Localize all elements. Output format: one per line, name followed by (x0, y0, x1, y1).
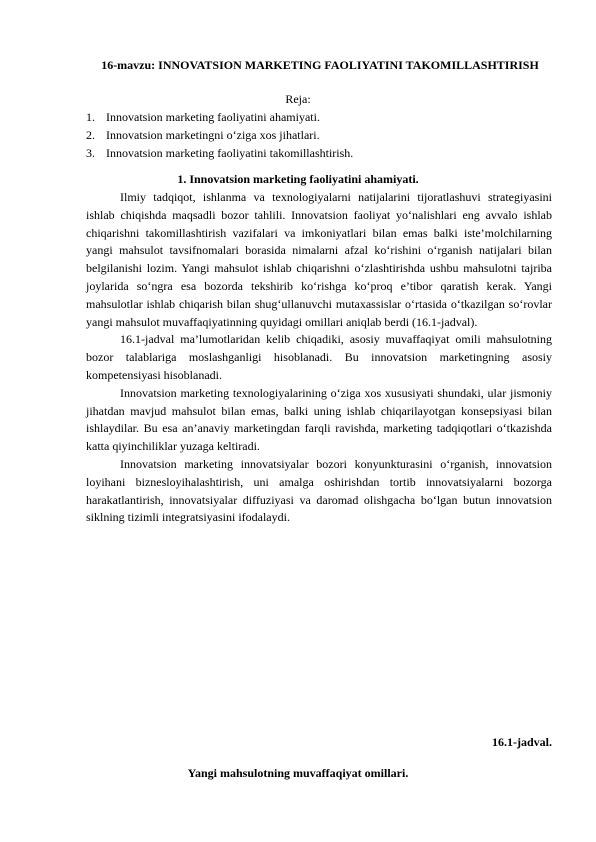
plan-item (86, 108, 353, 126)
plan-item-number: 2. (86, 128, 95, 142)
section-heading: 1. Innovatsion marketing faoliyatini ahamiyati. (177, 172, 419, 186)
table-label: 16.1-jadval. (492, 735, 552, 749)
page-title: 16-mavzu: INNOVATSION MARKETING FAOLIYATINI TAKOMILLASHTIRISH (101, 58, 539, 72)
plan-item (86, 126, 353, 144)
plan-item-text: Innovatsion marketing faoliyatini ahamiyati. (106, 110, 320, 124)
paragraph: Innovatsion marketing texnologiyalarining o‘ziga xos xususiyati shundaki, ular jismoniy jihatdan mavjud mahsulot bilan emas, balki uning ishlab chiqarilayotgan konsepsiyasi bilan ishlaydilar. Bu esa an’anaviy marketingdan farqli ravishda, marketing tadqiqotlari o‘tkazishda katta qiyinchiliklar yuzaga keltiradi. (86, 385, 552, 454)
plan-list (86, 108, 353, 162)
plan-item-text: Innovatsion marketing faoliyatini takomillashtirish. (106, 146, 354, 160)
body-text (86, 189, 552, 527)
plan-item-text: Innovatsion marketingni o‘ziga xos jihatlari. (106, 128, 320, 142)
plan-item-number: 3. (86, 146, 95, 160)
paragraph: Innovatsion marketing innovatsiyalar bozori konyunkturasini o‘rganish, innovatsion loyihani biznesloyihalashtirish, uni amalga oshirishdan tortib innovatsiyalarni bozorga harakatlantirish, innovatsiyalar diffuziyasi va daromad olishgacha bo‘lgan butun innovatsion siklning tizimli integratsiyasini ifodalaydi. (86, 456, 552, 525)
plan-item (86, 144, 353, 162)
plan-item-number: 1. (86, 110, 95, 124)
paragraph: Ilmiy tadqiqot, ishlanma va texnologiyalarni natijalarini tijoratlashuvi strategiyasini ishlab chiqishda maqsadli bozor tahlili. Innovatsion faoliyat yo‘nalishlari eng avvalo ishlab chiqarishni takomillashtirish vazifalari va imkoniyatlari bilan emas balki iste’molchilarning yangi mahsulot tavsifnomalari borasida nimalarni afzal ko‘rishini o‘rganish natijalari bilan belgilanishi lozim. Yangi mahsulot ishlab chiqarishni o‘zlashtirishda ushbu mahsulotni tajriba joylarida so‘ngra esa bozorda tekshirib ko‘rishga ko‘proq e’tibor qaratish kerak. Yangi mahsulotlar ishlab chiqarish bilan shug‘ullanuvchi mutaxassislar o‘rtasida o‘tkazilgan so‘rovlar yangi mahsulot muvaffaqiyatinning quyidagi omillari aniqlab berdi (16.1-jadval). (86, 190, 552, 329)
paragraph: 16.1-jadval ma’lumotlaridan kelib chiqadiki, asosiy muvaffaqiyat omili mahsulotning bozor talablariga moslashganligi hisoblanadi. Bu innovatsion marketingning asosiy kompetensiyasi hisoblanadi. (86, 332, 552, 382)
table-title: Yangi mahsulotning muvaffaqiyat omillari. (187, 766, 409, 780)
plan-label: Reja: (285, 92, 311, 106)
